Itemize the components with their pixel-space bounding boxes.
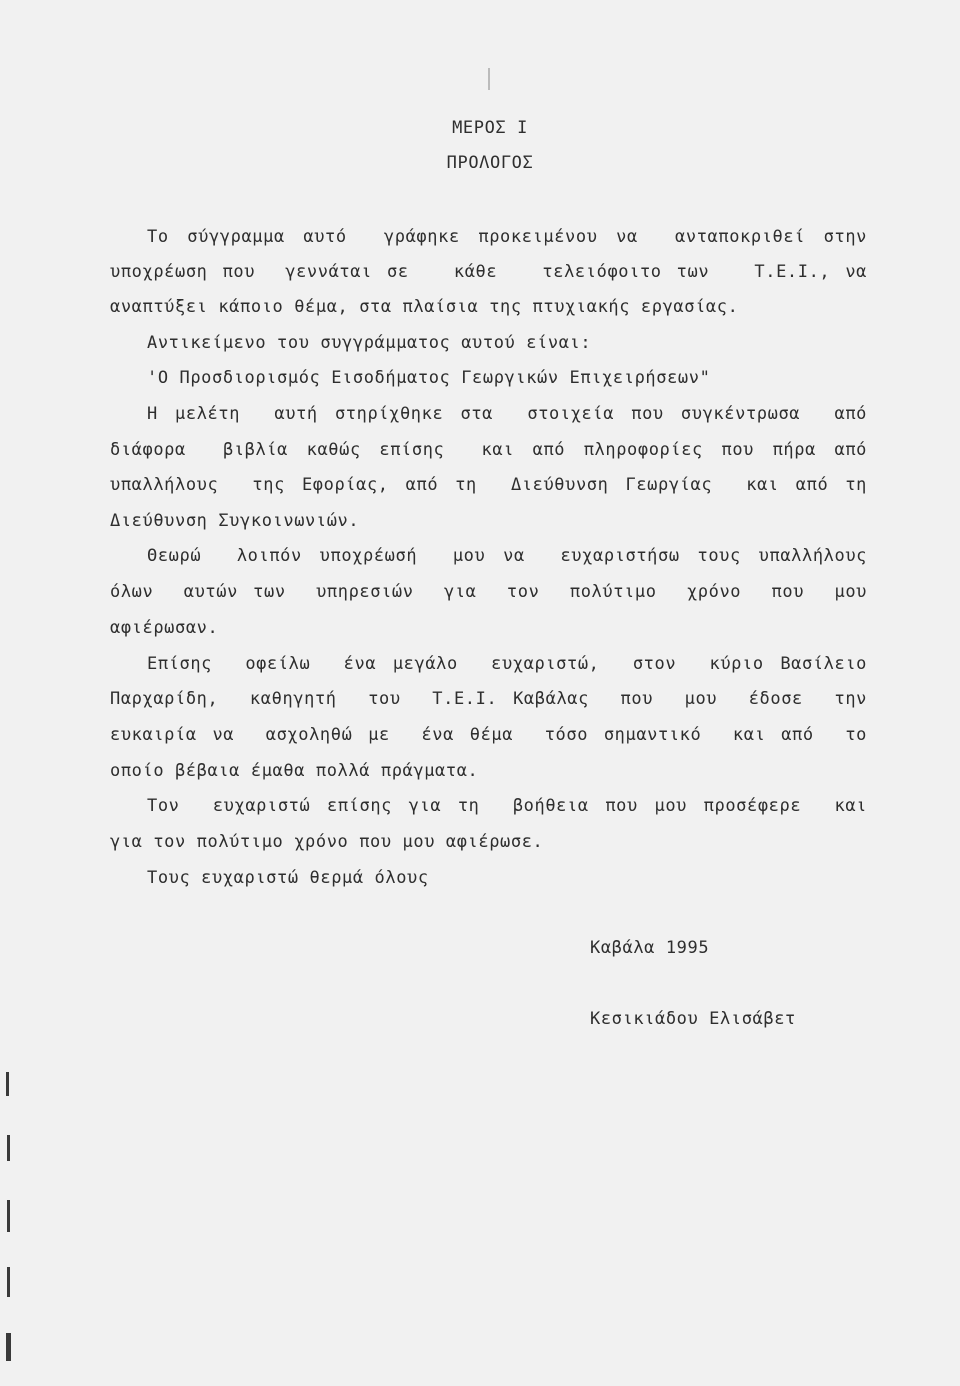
part-heading: ΜΕΡΟΣ Ι: [452, 118, 528, 138]
paragraph-line: Αντικείμενο του συγγράμματος αυτού είναι:: [147, 333, 592, 353]
scan-artifact: [7, 1267, 10, 1297]
scan-artifact: [7, 1200, 10, 1232]
paragraph-line: οποίο βέβαια έμαθα πολλά πράγματα.: [110, 761, 479, 781]
paragraph-line: όλων αυτών των υπηρεσιών για τον πολύτιμο χρόνο που μου: [110, 582, 867, 602]
paragraph-line: ευκαιρία να ασχοληθώ με ένα θέμα τόσο σημαντικό και από το: [110, 725, 867, 745]
paragraph-line: Τον ευχαριστώ επίσης για τη βοήθεια που μου προσέφερε και: [147, 796, 867, 816]
paragraph-line: Τους ευχαριστώ θερμά όλους: [147, 868, 429, 888]
paragraph-line: υποχρέωση που γεννάται σε κάθε τελειόφοιτο των Τ.Ε.Ι., να: [110, 262, 867, 282]
paragraph-line: Επίσης οφείλω ένα μεγάλο ευχαριστώ, στον κύριο Βασίλειο: [147, 654, 867, 674]
paragraph-line: Η μελέτη αυτή στηρίχθηκε στα στοιχεία που συγκέντρωσα από: [147, 404, 867, 424]
paragraph-line: Παρχαρίδη, καθηγητή του Τ.Ε.Ι. Καβάλας που μου έδοσε την: [110, 689, 867, 709]
page-title: ΠΡΟΛΟΓΟΣ: [446, 153, 534, 173]
scan-artifact: [7, 1135, 10, 1161]
paragraph-line: Το σύγγραμμα αυτό γράφηκε προκειμένου να ανταποκριθεί στην: [147, 227, 867, 247]
thesis-title-line: 'Ο Προσδιορισμός Εισοδήματος Γεωργικών Επιχειρήσεων": [147, 368, 711, 388]
paragraph-line: αναπτύξει κάποιο θέμα, στα πλαίσια της πτυχιακής εργασίας.: [110, 297, 739, 317]
paragraph-line: για τον πολύτιμο χρόνο που μου αφιέρωσε.: [110, 832, 544, 852]
signature-place-year: Καβάλα 1995: [590, 938, 710, 958]
scan-artifact: [6, 1333, 11, 1361]
paragraph-line: αφιέρωσαν.: [110, 618, 219, 638]
scan-artifact: [6, 1072, 9, 1096]
signature-author: Κεσικιάδου Ελισάβετ: [590, 1009, 796, 1029]
paragraph-line: υπαλλήλους της Εφορίας, από τη Διεύθυνση Γεωργίας και από τη: [110, 475, 867, 495]
paragraph-line: διάφορα βιβλία καθώς επίσης και από πληροφορίες που πήρα από: [110, 440, 867, 460]
paragraph-line: Διεύθυνση Συγκοινωνιών.: [110, 511, 360, 531]
paragraph-line: Θεωρώ λοιπόν υποχρέωσή μου να ευχαριστήσω τους υπαλλήλους: [147, 546, 867, 566]
scan-artifact: [488, 68, 490, 90]
